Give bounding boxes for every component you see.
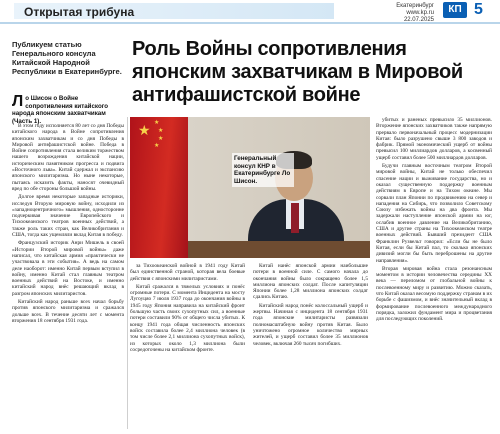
issue-meta: [392, 3, 434, 24]
paragraph: Вторая мировая война стала резонансным моментом в истории человечества середины XX века — переломом от глобальной войны к послевоенному миру и развитию. Можно сказать, что Китай оказал весомую поддержку странам в их борьбе с фашизмом, и внёс значительный вклад в формирование послевоенного международного порядка, заложил фундамент мира и процветания для последующих поколений.: [376, 265, 492, 323]
issue-site: www.kp.ru: [406, 10, 434, 16]
kp-logo: КП: [443, 2, 467, 18]
issue-city: Екатеринбург: [396, 3, 434, 9]
article-headline: Роль Войны сопротивления японским захватчикам в Мировой антифашистской войне: [132, 38, 463, 106]
column-divider: [127, 117, 128, 429]
flag-star-icon: ★: [158, 136, 164, 142]
paragraph: Китайский народ понёс колоссальный ущерб и жертвы. Начиная с инцидента 18 сентября 1931 года японские милитаристы развязали полномасштабную войну против Китая. Было уничтожено огромное количество мирных жителей, и ущерб составил более 35 миллионов человек, включая 260 тысяч погибших.: [253, 302, 368, 347]
subhead-text: о Шисон о Войне сопротивления китайского народа японским захватчикам (Часть 1).: [12, 95, 109, 125]
text-column-3: [253, 263, 368, 429]
section-title: Открытая трибуна: [24, 5, 135, 19]
desk: [188, 241, 370, 258]
consul-photo: [130, 117, 370, 258]
flag-star-icon: ★: [154, 120, 160, 126]
paragraph: за Тихоокеанской войной в 1941 году Китай был единственной страной, которая вела боевые действия с японскими милитаристами.: [130, 263, 245, 282]
paragraph: Будучи главным восточным театром Второй мировой войны, Китай не только обеспечил спасение нации и выживание государства, но и оказал существенную поддержку военным действиям в Европе и на Тихом океане. Мы сорвали план Японии по продвижению на север и нападения на Сибирь, что позволило Советскому Союзу избежать войны на два фронта. Мы задержали наступление японской армии на юг, ослабив военное давление на Великобританию, США и другие страны на Тихоокеанском театре военных действий. Бывший президент США Франклин Рузвельт говорил: «Если бы не было Китая, если бы Китай пал, то сколько японских дивизий могли бы быть переброшены на другие направления».: [376, 163, 492, 264]
text-column-4: [376, 117, 492, 429]
drop-cap: Л: [12, 93, 24, 110]
china-flag: [130, 117, 188, 258]
lead-paragraph: Публикуем статью Генерального консула Китайской Народной Республики в Екатеринбурге.: [12, 40, 122, 76]
flag-star-icon: ★: [154, 143, 160, 149]
text-column-1: [12, 123, 124, 429]
article-subhead: [12, 95, 124, 125]
page-number: 5: [474, 1, 483, 18]
paragraph: Китай сражался в тяжелых условиях и понёс огромные потери. С момента Инцидента на мосту Лугоуцяо 7 июля 1937 года до окончания войны в 1945 году Япония направила на китайский фронт большую часть своих сухопутных сил, а военные потери составили 90% от общего числа убитых. К концу 1941 года общая численность японских войск составила более 2,4 миллиона человек (в том числе более 2,1 миллиона сухопутных войск), из которых около 1,3 миллиона были сосредоточены на китайском фронте.: [130, 283, 245, 353]
paragraph: Китай нанёс японской армии наибольшие потери в военной силе. С самого начала до окончания войны было сокращено более 1,5 миллиона японских солдат. После капитуляции Японии более 1,28 миллиона японских солдат сдались Китаю.: [253, 263, 368, 301]
paragraph: убитых и раненых превысило 35 миллионов. Вторжение японских захватчиков также напрямую прервало первоначальный процесс модернизации Китая: было разрушено свыше 3 800 заводов и фабрик. Прямой экономический ущерб от войны превысил 100 миллиардов долларов, а косвенный ущерб составил более 500 миллиардов долларов.: [376, 117, 492, 161]
paragraph: Французский историк Анри Мишель в своей «Истории Второй мировой войны» даже написал, что китайская армия «практически не участвовала в эти события». А ведь на самом деле наоборот: именно Китай первым вступил в войну, именно Китай стал главным театром военных действий на Востоке, и именно китайский народ внёс решающий вклад в разгром японских милитаристов.: [12, 240, 124, 297]
issue-date: 22.07.2025: [403, 17, 434, 23]
photo-caption: Генеральный консул КНР в Екатеринбурге Ло Шисон.: [232, 153, 294, 187]
paragraph: Китайский народ раньше всех начал борьбу против японского милитаризма и сражался дольше всех. В течение десяти лет с момента вторжения 18 сентября 1931 года.: [12, 299, 124, 324]
paragraph: Долгое время некоторые западные историки, исследуя Вторую мировую войну, исходили из «западноцентричного» мышления, односторонне подчеркивая значение Европейского и Тихоокеанского театров военных действий, а также роль таких стран, как Великобритания и США, тогда как ущемляли вклад Китая в победу.: [12, 194, 124, 239]
paragraph: В этом году исполняется 80 лет со дня Победы китайского народа в Войне сопротивления японским захватчикам и со дня Победы в Мировой антифашистской войне. Победа в Войне сопротивления стала великим торжеством нашего возрождения китайской нации, историческим памятником прогресса и подвига «Восточного льва». Китай сдержал и экспансию японского милитаризма. Но ныне некоторые, пытаясь исказить факты, наносят очевидный вред по обе стороны большой войны.: [12, 123, 124, 192]
flag-star-icon: ★: [158, 128, 164, 134]
person-tie: [291, 203, 299, 233]
page-header: [0, 0, 500, 24]
flag-star-icon: ★: [138, 124, 151, 139]
text-column-2: [130, 263, 245, 429]
